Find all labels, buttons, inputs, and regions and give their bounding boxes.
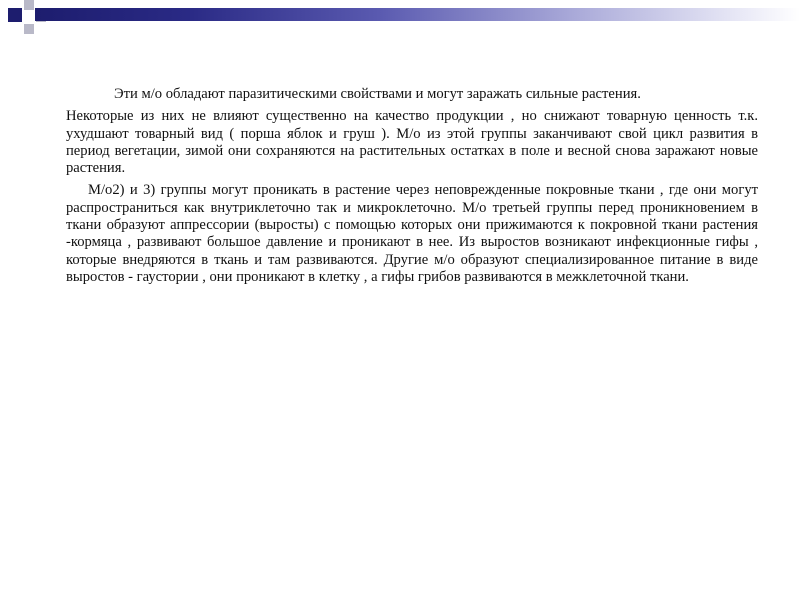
paragraph: Некоторые из них не влияют существенно на качество продукции , но снижают товарную ценность т.к. ухудшают товарный вид ( порша яблок и груш ). М/о из этой группы заканчивают свой цикл развития в период вегетации, зимой они сохраняются на растительных остатках в поле и весной снова заражают новые растения. [66,108,758,177]
decor-square-gray [24,24,34,34]
paragraph: Эти м/о обладают паразитическими свойствами и могут заражать сильные растения. [114,86,641,102]
paragraph: М/о2) и 3) группы могут проникать в растение через неповрежденные покровные ткани , где они могут распространиться как внутриклеточно так и микроклеточно. М/о третьей группы перед проникновением в ткани образуют аппрессории (выросты) с помощью которых они прижимаются к покровной ткани растения -кормяца , развивают большое давление и проникают в нее. Из выростов возникают инфекционные гифы , которые внедряются в ткань и там развиваются. Другие м/о образуют специализированное питание в виде выростов - гаустории , они проникают в клетку , а гифы грибов развиваются в межклеточной ткани. [66,182,758,285]
slide-body [66,86,758,286]
slide-header-decoration [0,0,800,50]
decor-square-dark [8,8,22,22]
header-gradient-band [35,8,800,21]
decor-square-gray [24,0,34,10]
